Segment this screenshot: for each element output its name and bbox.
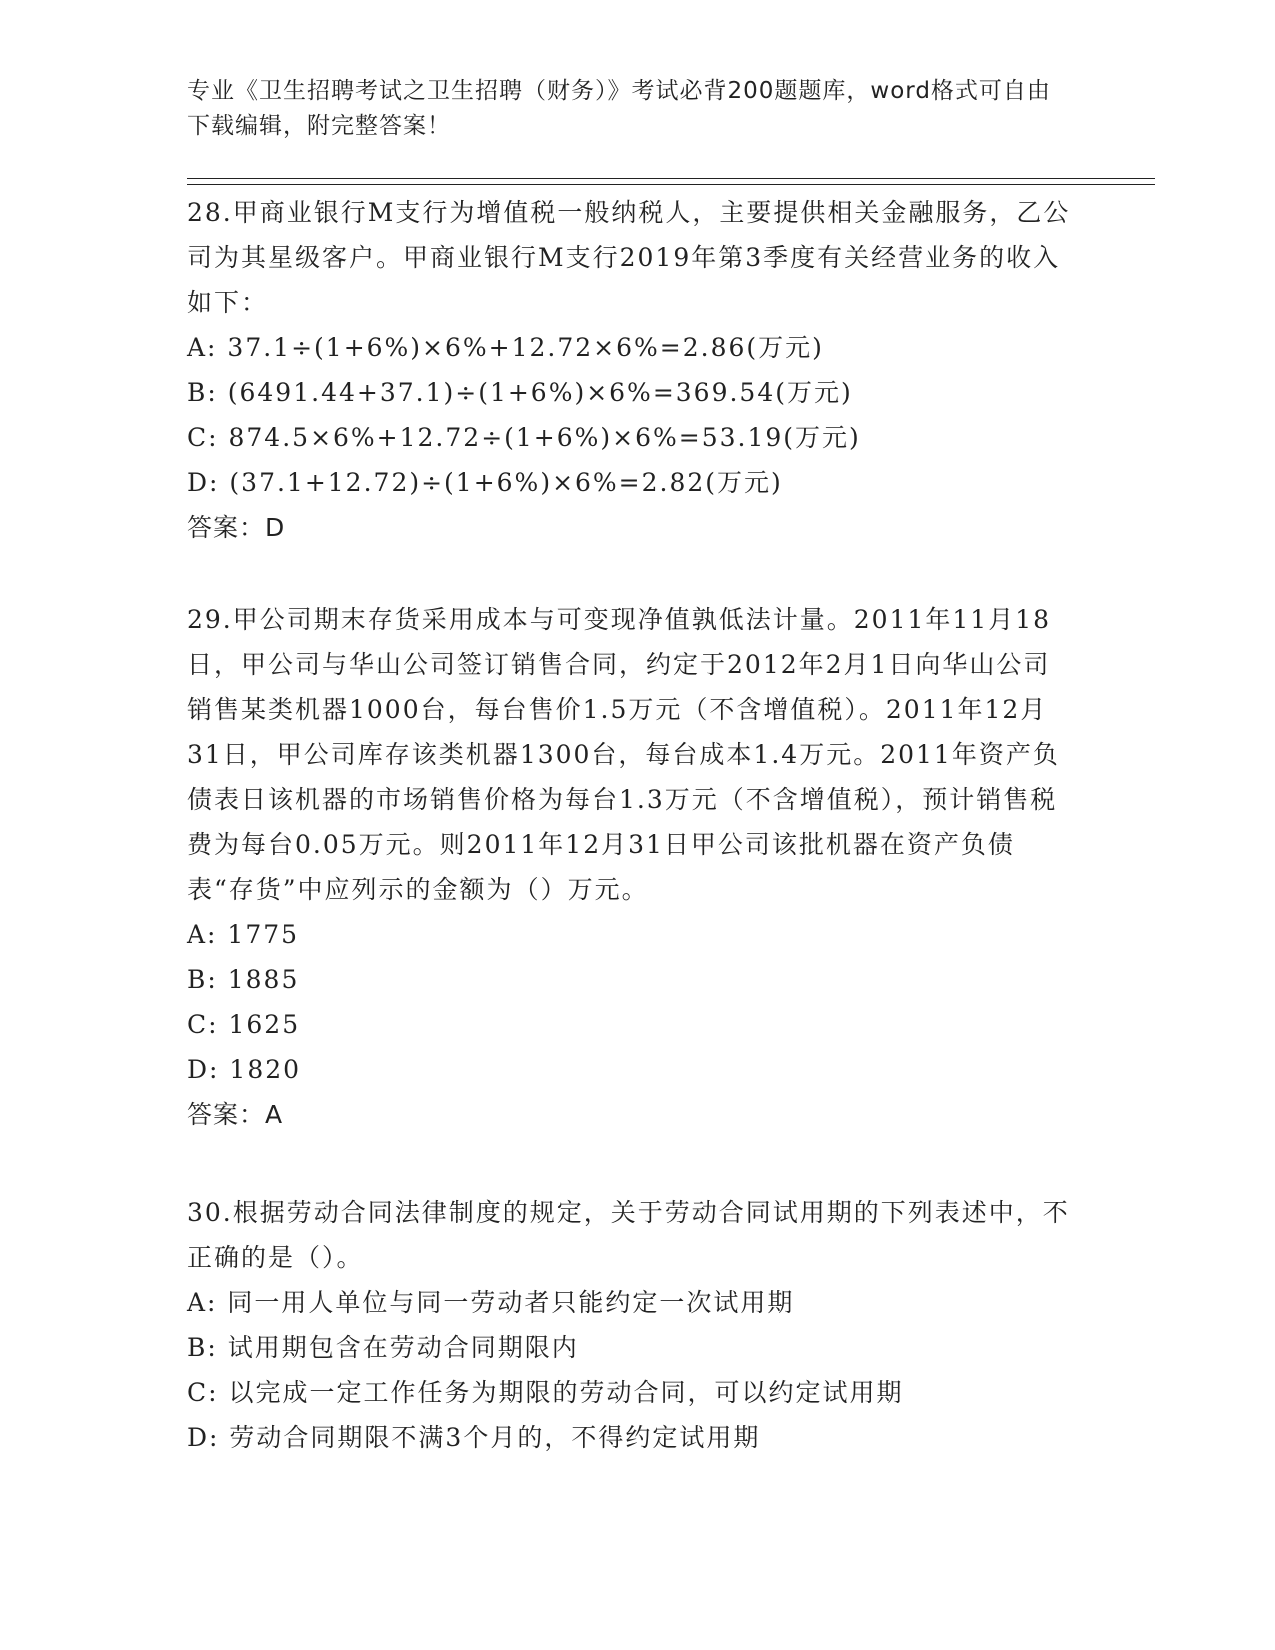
option-b: B: 试用期包含在劳动合同期限内 — [187, 1333, 579, 1362]
option-d: D: 劳动合同期限不满3个月的，不得约定试用期 — [187, 1423, 761, 1452]
answer-line: 答案：D — [187, 513, 286, 542]
header-text: 专业《卫生招聘考试之卫生招聘（财务）》考试必背200题题库，word格式可自由下载编辑，附完整答案！ — [187, 78, 1051, 139]
option-c: C: 以完成一定工作任务为期限的劳动合同，可以约定试用期 — [187, 1378, 904, 1407]
option-b: B: 1885 — [187, 965, 300, 994]
question-stem: 30.根据劳动合同法律制度的规定，关于劳动合同试用期的下列表述中，不正确的是（）。 — [187, 1198, 1070, 1272]
header-divider-top — [187, 178, 1155, 179]
option-b: B: (6491.44+37.1)÷(1+6%)×6%=369.54(万元) — [187, 378, 853, 407]
option-c: C: 874.5×6%+12.72÷(1+6%)×6%=53.19(万元) — [187, 423, 861, 452]
question-stem: 28.甲商业银行M支行为增值税一般纳税人，主要提供相关金融服务，乙公司为其星级客户。甲商业银行M支行2019年第3季度有关经营业务的收入如下： — [187, 198, 1071, 317]
option-c: C: 1625 — [187, 1010, 301, 1039]
question-29 — [187, 597, 1077, 1137]
option-a: A: 1775 — [187, 920, 300, 949]
header-divider-bottom — [187, 184, 1155, 185]
answer-line: 答案：A — [187, 1100, 284, 1129]
option-d: D: (37.1+12.72)÷(1+6%)×6%=2.82(万元) — [187, 468, 783, 497]
question-28 — [187, 190, 1077, 550]
question-30 — [187, 1190, 1077, 1460]
option-a: A: 37.1÷(1+6%)×6%+12.72×6%=2.86(万元) — [187, 333, 824, 362]
option-a: A: 同一用人单位与同一劳动者只能约定一次试用期 — [187, 1288, 795, 1317]
document-header — [187, 74, 1067, 144]
question-stem: 29.甲公司期末存货采用成本与可变现净值孰低法计量。2011年11月18日，甲公司与华山公司签订销售合同，约定于2012年2月1日向华山公司销售某类机器1000台，每台售价1.5万元（不含增值税）。2011年12月31日，甲公司库存该类机器1300台，每台成本1.4万元。2011年资产负债表日该机器的市场销售价格为每台1.3万元（不含增值税），预计销售税费为每台0.05万元。则2011年12月31日甲公司该批机器在资产负债表“存货”中应列示的金额为（）万元。 — [187, 605, 1060, 904]
option-d: D: 1820 — [187, 1055, 302, 1084]
